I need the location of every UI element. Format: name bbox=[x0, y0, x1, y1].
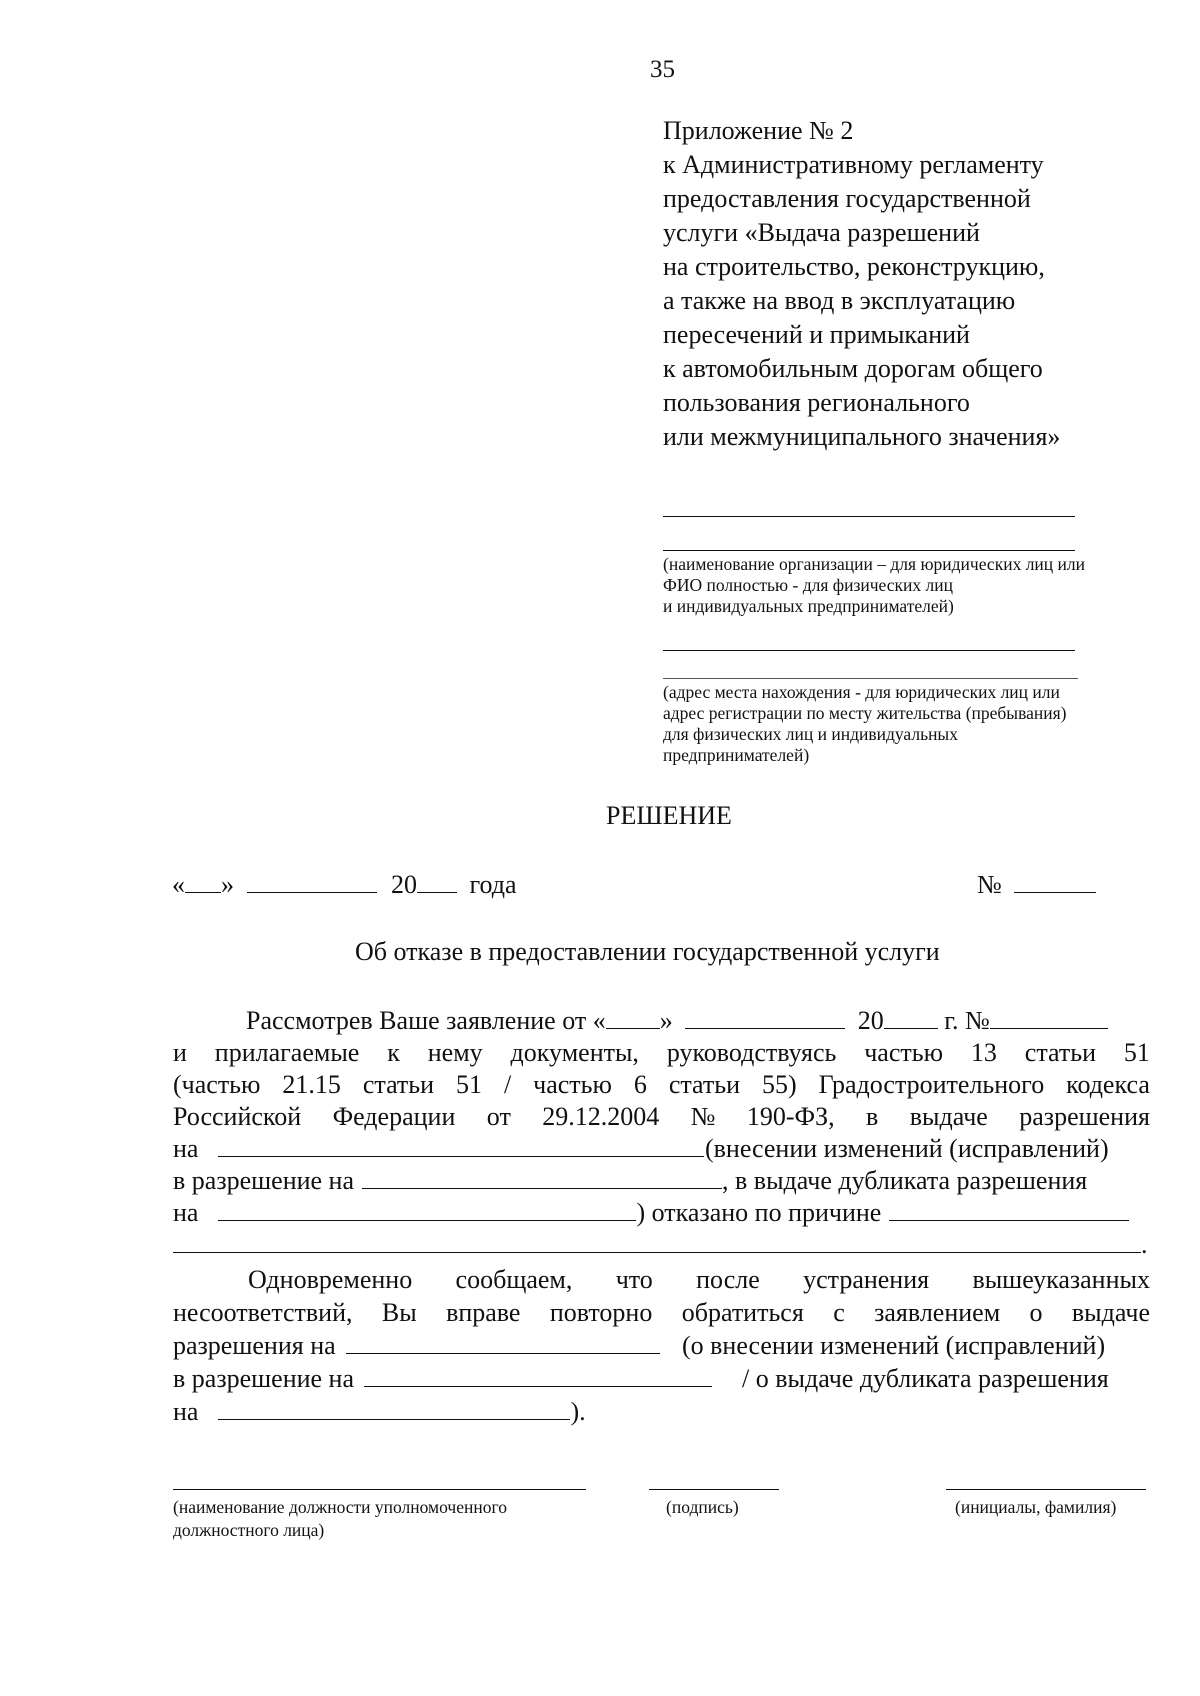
p2-line5-b: ). bbox=[570, 1397, 586, 1426]
address-note-line: предпринимателей) bbox=[663, 745, 810, 765]
document-title: РЕШЕНИЕ bbox=[606, 801, 732, 830]
word: с bbox=[833, 1298, 845, 1327]
word: выдаче bbox=[1071, 1298, 1150, 1327]
word: (частью bbox=[173, 1070, 261, 1099]
word: 29.12.2004 bbox=[542, 1102, 660, 1131]
word: 190-ФЗ, bbox=[746, 1102, 835, 1131]
word: после bbox=[696, 1265, 760, 1294]
address-note bbox=[663, 682, 1066, 766]
word: / bbox=[503, 1070, 512, 1099]
word: Градостроительного bbox=[818, 1070, 1045, 1099]
word: и bbox=[173, 1038, 187, 1067]
address-note-line: для физических лиц и индивидуальных bbox=[663, 724, 958, 744]
body-line-1 bbox=[246, 1006, 1108, 1036]
p2-line4-a: в разрешение на bbox=[173, 1364, 355, 1393]
annex-line: услуги «Выдача разрешений bbox=[663, 218, 980, 247]
p2-line5-na: на bbox=[173, 1397, 199, 1426]
line7-na: на bbox=[173, 1198, 199, 1227]
word: 51 bbox=[1123, 1038, 1150, 1067]
word: руководствуясь bbox=[666, 1038, 837, 1067]
reason-blank bbox=[889, 1200, 1129, 1221]
date-close-quote: » bbox=[221, 870, 234, 899]
word: заявлением bbox=[874, 1298, 1001, 1327]
number-sign: № bbox=[977, 870, 1002, 899]
signature-note: (подпись) bbox=[666, 1497, 739, 1517]
annex-line: или межмуниципального значения» bbox=[663, 422, 1061, 451]
p1-close-quote: » bbox=[659, 1006, 673, 1035]
word: к bbox=[387, 1038, 400, 1067]
word: повторно bbox=[549, 1298, 653, 1327]
subject-line: Об отказе в предоставлении государственной услуги bbox=[355, 937, 940, 966]
app-day-blank bbox=[606, 1008, 660, 1029]
word: частью bbox=[533, 1070, 612, 1099]
line5-na: на bbox=[173, 1134, 199, 1163]
org-note-line: ФИО полностью - для физических лиц bbox=[663, 575, 953, 595]
reapply-duplicate-blank bbox=[218, 1399, 570, 1420]
annex-line: к Административному регламенту bbox=[663, 150, 1044, 179]
address-line-2 bbox=[663, 678, 1078, 679]
word: выдаче bbox=[909, 1102, 988, 1131]
annex-line: Приложение № 2 bbox=[663, 116, 854, 145]
org-name-note bbox=[663, 554, 1085, 617]
word: несоответствий, bbox=[173, 1298, 353, 1327]
body-line-7 bbox=[173, 1198, 1129, 1228]
word: 6 bbox=[633, 1070, 647, 1099]
app-number-blank bbox=[990, 1008, 1108, 1029]
org-note-line: (наименование организации – для юридических лиц или bbox=[663, 554, 1085, 574]
address-line-1 bbox=[663, 650, 1075, 651]
p2-line4-b: / о выдаче дубликата разрешения bbox=[742, 1364, 1109, 1393]
position-note-1: (наименование должности уполномоченного bbox=[173, 1497, 507, 1517]
addressee-name-line-1 bbox=[663, 516, 1075, 517]
p1-g-no: г. № bbox=[944, 1006, 990, 1035]
position-line bbox=[173, 1489, 586, 1490]
word: частью bbox=[864, 1038, 944, 1067]
word: 13 bbox=[970, 1038, 997, 1067]
line6-a: в разрешение на bbox=[173, 1166, 355, 1195]
word: Вы bbox=[381, 1298, 417, 1327]
annex-line: предоставления государственной bbox=[663, 184, 1031, 213]
name-line bbox=[946, 1489, 1146, 1490]
p2-line3-a: разрешения на bbox=[173, 1331, 336, 1360]
annex-line: к автомобильным дорогам общего bbox=[663, 354, 1043, 383]
position-note-2: должностного лица) bbox=[173, 1520, 325, 1540]
line6-b: , в выдаче дубликата разрешения bbox=[722, 1166, 1088, 1195]
reason-continuation-blank bbox=[173, 1232, 1141, 1253]
reapply-permit-blank bbox=[346, 1333, 660, 1354]
address-note-line: (адрес места нахождения - для юридических лиц или bbox=[663, 682, 1060, 702]
p2-line-4 bbox=[173, 1364, 712, 1394]
word: что bbox=[615, 1265, 653, 1294]
p2-line3-b: (о внесении изменений (исправлений) bbox=[682, 1331, 1106, 1360]
p2-line-1 bbox=[248, 1265, 1150, 1295]
year-prefix: 20 bbox=[391, 870, 417, 899]
word: устранения bbox=[803, 1265, 930, 1294]
line5-tail: (внесении изменений (исправлений) bbox=[705, 1134, 1109, 1163]
date-open-quote: « bbox=[172, 870, 185, 899]
permit-amend-blank bbox=[362, 1168, 722, 1189]
month-blank bbox=[247, 872, 377, 893]
year-blank bbox=[417, 872, 457, 893]
day-blank bbox=[185, 872, 221, 893]
word: документы, bbox=[510, 1038, 639, 1067]
word: сообщаем, bbox=[455, 1265, 573, 1294]
word: от bbox=[486, 1102, 511, 1131]
p2-line-2 bbox=[173, 1298, 1150, 1328]
word: № bbox=[690, 1102, 716, 1131]
p1-year: 20 bbox=[857, 1006, 884, 1035]
body-line-5 bbox=[173, 1134, 704, 1164]
word: Российской bbox=[173, 1102, 302, 1131]
annex-line: пересечений и примыканий bbox=[663, 320, 970, 349]
body-line-3 bbox=[173, 1070, 1150, 1100]
word: разрешения bbox=[1019, 1102, 1150, 1131]
word: кодекса bbox=[1066, 1070, 1150, 1099]
p2-line-5 bbox=[173, 1397, 586, 1427]
word: 21.15 bbox=[282, 1070, 341, 1099]
word: о bbox=[1029, 1298, 1043, 1327]
app-year-blank bbox=[884, 1008, 938, 1029]
word: 51 bbox=[456, 1070, 483, 1099]
year-suffix: года bbox=[469, 870, 517, 899]
number-blank bbox=[1014, 872, 1096, 893]
body-line-6 bbox=[173, 1166, 1087, 1196]
annex-line: пользования регионального bbox=[663, 388, 970, 417]
word: прилагаемые bbox=[214, 1038, 360, 1067]
name-note: (инициалы, фамилия) bbox=[955, 1497, 1117, 1517]
word: в bbox=[866, 1102, 879, 1131]
signature-line bbox=[649, 1489, 779, 1490]
decision-number bbox=[977, 870, 1096, 900]
word: нему bbox=[427, 1038, 483, 1067]
word: 55) bbox=[761, 1070, 797, 1099]
p2-line-3 bbox=[173, 1331, 660, 1361]
page-number: 35 bbox=[650, 56, 675, 83]
body-line-8 bbox=[173, 1230, 1148, 1260]
word: Федерации bbox=[332, 1102, 456, 1131]
word: статьи bbox=[362, 1070, 435, 1099]
annex-line: на строительство, реконструкцию, bbox=[663, 252, 1045, 281]
word: вышеуказанных bbox=[972, 1265, 1150, 1294]
line7-b: ) отказано по причине bbox=[636, 1198, 882, 1227]
duplicate-permit-blank bbox=[218, 1200, 636, 1221]
permit-object-blank bbox=[218, 1136, 704, 1157]
body-line-4 bbox=[173, 1102, 1150, 1132]
body-line-2 bbox=[173, 1038, 1150, 1068]
app-month-blank bbox=[685, 1008, 845, 1029]
word: обратиться bbox=[681, 1298, 804, 1327]
addressee-name-line-2 bbox=[663, 550, 1075, 551]
p1-start: Рассмотрев Ваше заявление от « bbox=[246, 1006, 606, 1035]
date-row bbox=[172, 870, 517, 900]
address-note-line: адрес регистрации по месту жительства (пребывания) bbox=[663, 703, 1067, 723]
annex-header bbox=[663, 114, 1060, 454]
org-note-line: и индивидуальных предпринимателей) bbox=[663, 596, 954, 616]
annex-line: а также на ввод в эксплуатацию bbox=[663, 286, 1016, 315]
word: статьи bbox=[668, 1070, 741, 1099]
word: статьи bbox=[1024, 1038, 1097, 1067]
word: вправе bbox=[446, 1298, 521, 1327]
reapply-amend-blank bbox=[364, 1366, 712, 1387]
word: Одновременно bbox=[248, 1265, 413, 1294]
line8-end: . bbox=[1141, 1230, 1148, 1259]
